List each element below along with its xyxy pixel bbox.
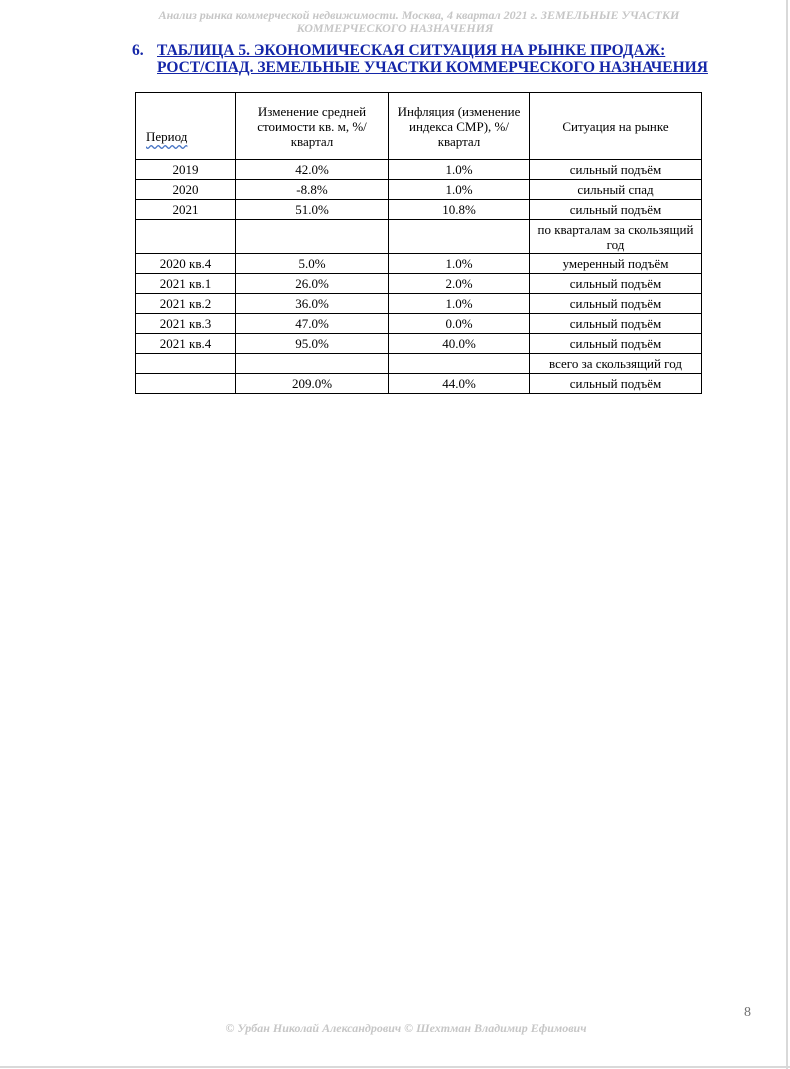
running-header	[0, 9, 790, 35]
table-row	[136, 160, 702, 180]
cell-inflation: 10.8%	[389, 200, 530, 220]
cell-situation: умеренный подъём	[530, 254, 702, 274]
footer-copyright: © Урбан Николай Александрович © Шехтман Владимир Ефимович	[225, 1021, 587, 1035]
cell-period: 2020	[136, 180, 236, 200]
header-period: Период	[136, 93, 236, 160]
cell-period: 2021 кв.1	[136, 274, 236, 294]
cell-price-change: 5.0%	[236, 254, 389, 274]
table-row	[136, 220, 702, 254]
running-header-line1: Анализ рынка коммерческой недвижимости. Москва, 4 квартал 2021 г. ЗЕМЕЛЬНЫЕ УЧАСТКИ	[158, 8, 680, 22]
page-edge-bottom	[0, 1066, 790, 1068]
cell-situation: сильный подъём	[530, 274, 702, 294]
running-header-line2: КОММЕРЧЕСКОГО НАЗНАЧЕНИЯ	[296, 21, 494, 35]
cell-price-change: 47.0%	[236, 314, 389, 334]
cell-price-change: 42.0%	[236, 160, 389, 180]
cell-inflation	[389, 354, 530, 374]
cell-period	[136, 374, 236, 394]
cell-situation: сильный подъём	[530, 374, 702, 394]
cell-period: 2021 кв.4	[136, 334, 236, 354]
cell-price-change: -8.8%	[236, 180, 389, 200]
header-price-change: Изменение средней стоимости кв. м, %/квартал	[236, 93, 389, 160]
cell-price-change: 36.0%	[236, 294, 389, 314]
cell-inflation: 40.0%	[389, 334, 530, 354]
cell-price-change	[236, 354, 389, 374]
cell-situation: сильный подъём	[530, 200, 702, 220]
cell-period: 2019	[136, 160, 236, 180]
cell-period: 2021 кв.2	[136, 294, 236, 314]
cell-period	[136, 220, 236, 254]
cell-inflation: 1.0%	[389, 180, 530, 200]
section-number: 6.	[132, 42, 144, 59]
cell-situation: сильный подъём	[530, 334, 702, 354]
header-inflation: Инфляция (изменение индекса СМР), %/квартал	[389, 93, 530, 160]
cell-inflation: 1.0%	[389, 294, 530, 314]
table-header-row	[136, 93, 702, 160]
section-title[interactable]	[157, 42, 708, 76]
cell-situation: сильный спад	[530, 180, 702, 200]
cell-situation: сильный подъём	[530, 294, 702, 314]
cell-inflation: 1.0%	[389, 160, 530, 180]
cell-inflation: 0.0%	[389, 314, 530, 334]
table-row	[136, 374, 702, 394]
cell-inflation	[389, 220, 530, 254]
table-row	[136, 274, 702, 294]
cell-situation: сильный подъём	[530, 160, 702, 180]
cell-inflation: 1.0%	[389, 254, 530, 274]
table-row	[136, 294, 702, 314]
cell-situation: сильный подъём	[530, 314, 702, 334]
cell-situation: по кварталам за скользящий год	[530, 220, 702, 254]
table-row	[136, 354, 702, 374]
cell-price-change: 26.0%	[236, 274, 389, 294]
table-row	[136, 254, 702, 274]
section-title-line1: ТАБЛИЦА 5. ЭКОНОМИЧЕСКАЯ СИТУАЦИЯ НА РЫНКЕ ПРОДАЖ:	[157, 42, 666, 59]
page-number: 8	[744, 1005, 751, 1020]
cell-price-change	[236, 220, 389, 254]
table-row	[136, 180, 702, 200]
cell-price-change: 95.0%	[236, 334, 389, 354]
cell-period: 2020 кв.4	[136, 254, 236, 274]
table-row	[136, 314, 702, 334]
market-situation-table	[135, 92, 702, 394]
header-situation: Ситуация на рынке	[530, 93, 702, 160]
table-row	[136, 200, 702, 220]
running-footer	[0, 1021, 790, 1036]
cell-situation: всего за скользящий год	[530, 354, 702, 374]
table-row	[136, 334, 702, 354]
cell-price-change: 51.0%	[236, 200, 389, 220]
cell-period: 2021 кв.3	[136, 314, 236, 334]
cell-inflation: 44.0%	[389, 374, 530, 394]
cell-inflation: 2.0%	[389, 274, 530, 294]
cell-period: 2021	[136, 200, 236, 220]
cell-price-change: 209.0%	[236, 374, 389, 394]
cell-period	[136, 354, 236, 374]
page-edge-right	[786, 0, 788, 1069]
section-title-line2: РОСТ/СПАД. ЗЕМЕЛЬНЫЕ УЧАСТКИ КОММЕРЧЕСКОГО НАЗНАЧЕНИЯ	[157, 59, 708, 76]
